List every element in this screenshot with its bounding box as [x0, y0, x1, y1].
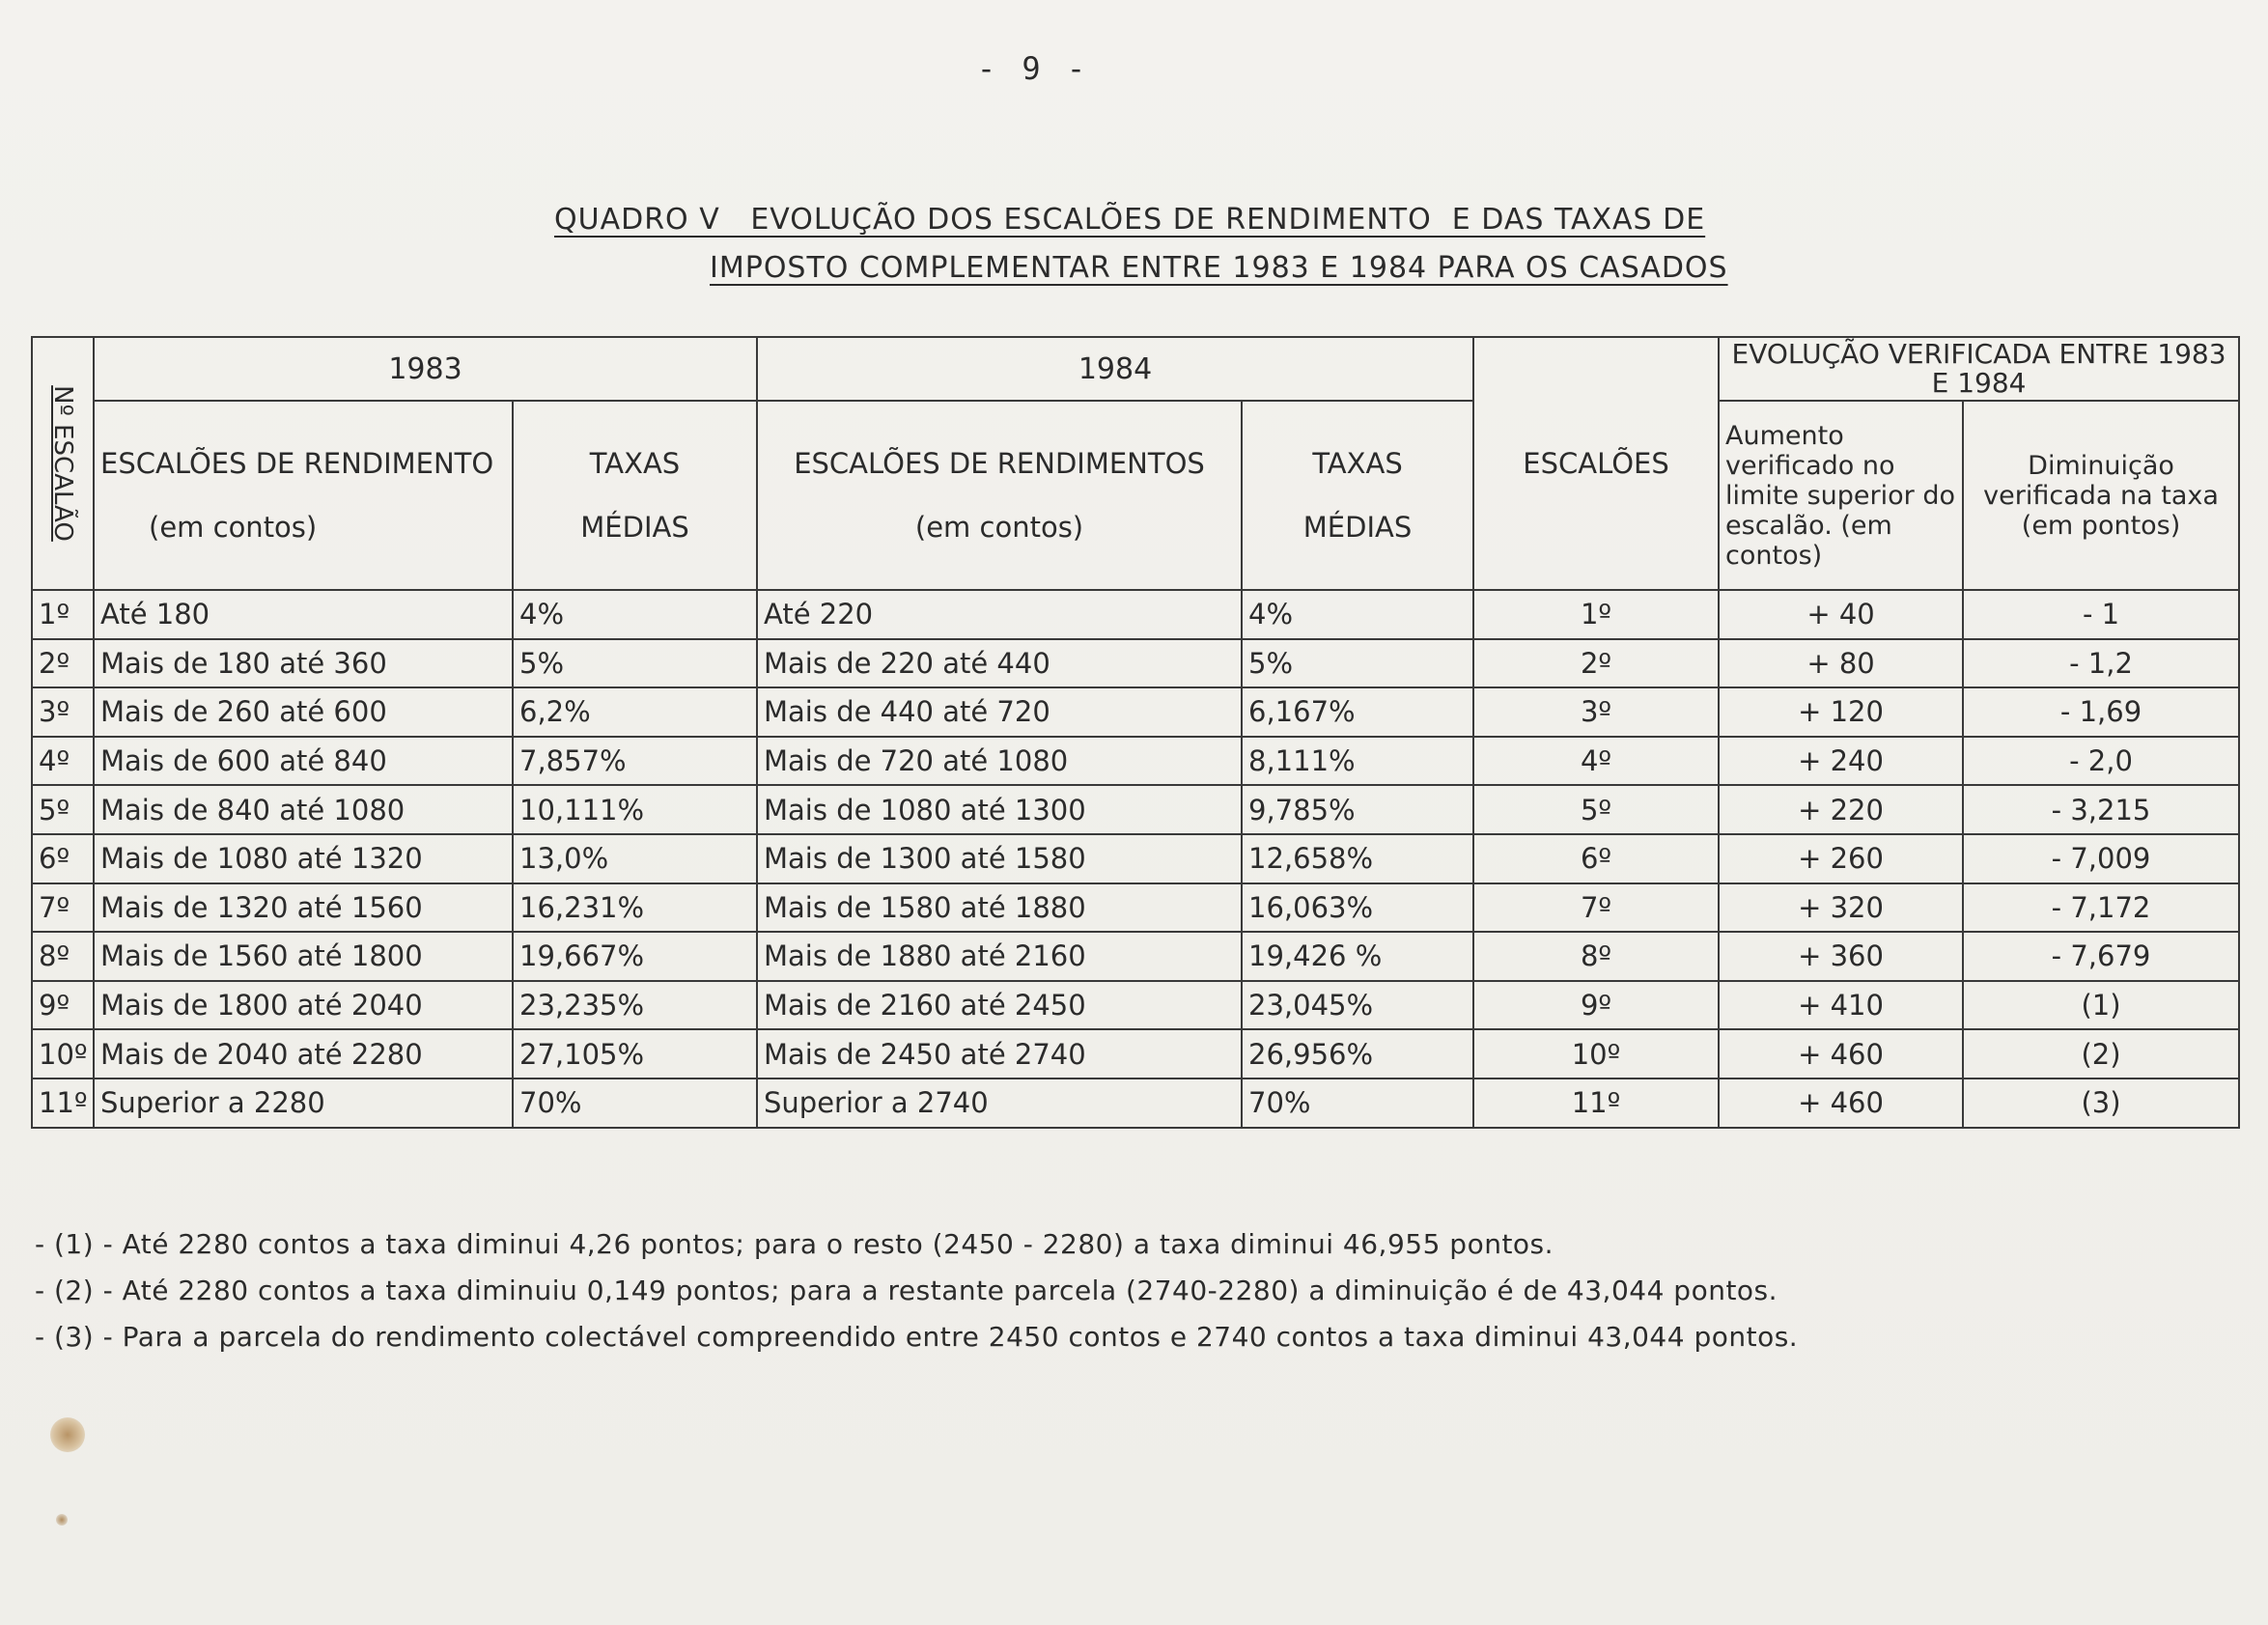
increase-column-header: Aumento verificado no limite superior do escalão. (em contos): [1719, 401, 1963, 590]
cell-rank: 3º: [32, 687, 94, 737]
cell-brackets-1984: Mais de 1080 até 1300: [757, 785, 1242, 834]
year-1983-header: 1983: [94, 337, 757, 401]
cell-increase: + 410: [1719, 981, 1963, 1030]
cell-rate-1983: 4%: [513, 590, 757, 639]
table-title-text-1: QUADRO V EVOLUÇÃO DOS ESCALÕES DE RENDIMENTO E DAS TAXAS DE: [554, 203, 1706, 237]
cell-decrease: - 2,0: [1963, 737, 2239, 786]
cell-escalao: 2º: [1473, 639, 1719, 688]
footnote-3: - (3) - Para a parcela do rendimento colectável compreendido entre 2450 contos e 2740 contos a taxa diminui 43,044 pontos.: [35, 1321, 1799, 1353]
cell-brackets-1984: Mais de 440 até 720: [757, 687, 1242, 737]
cell-brackets-1983: Mais de 840 até 1080: [94, 785, 513, 834]
page-number: - 9 -: [976, 50, 1090, 87]
cell-rank: 6º: [32, 834, 94, 883]
cell-brackets-1984: Mais de 2160 até 2450: [757, 981, 1242, 1030]
cell-rate-1983: 13,0%: [513, 834, 757, 883]
cell-rank: 11º: [32, 1079, 94, 1128]
brackets-1983-header-title: ESCALÕES DE RENDIMENTO: [100, 447, 494, 480]
cell-rate-1984: 9,785%: [1242, 785, 1473, 834]
cell-rate-1983: 19,667%: [513, 932, 757, 981]
escaloes-column-header: ESCALÕES: [1473, 337, 1719, 590]
cell-brackets-1983: Mais de 2040 até 2280: [94, 1029, 513, 1079]
rates-1983-header: [513, 401, 757, 590]
table-row: [32, 590, 2239, 639]
cell-rate-1984: 26,956%: [1242, 1029, 1473, 1079]
cell-decrease: - 7,679: [1963, 932, 2239, 981]
cell-rank: 4º: [32, 737, 94, 786]
cell-rank: 9º: [32, 981, 94, 1030]
table-row: [32, 1029, 2239, 1079]
cell-increase: + 360: [1719, 932, 1963, 981]
table-row: [32, 639, 2239, 688]
table-row: [32, 687, 2239, 737]
cell-increase: + 460: [1719, 1029, 1963, 1079]
cell-rate-1983: 5%: [513, 639, 757, 688]
cell-brackets-1983: Mais de 260 até 600: [94, 687, 513, 737]
table-row: [32, 932, 2239, 981]
cell-escalao: 1º: [1473, 590, 1719, 639]
cell-rate-1983: 6,2%: [513, 687, 757, 737]
cell-rate-1983: 23,235%: [513, 981, 757, 1030]
table-title-line-1: [554, 203, 1706, 237]
cell-rate-1984: 8,111%: [1242, 737, 1473, 786]
cell-rate-1984: 6,167%: [1242, 687, 1473, 737]
table-row: [32, 834, 2239, 883]
footnote-1: - (1) - Até 2280 contos a taxa diminui 4,26 pontos; para o resto (2450 - 2280) a taxa diminui 46,955 pontos.: [35, 1228, 1554, 1260]
cell-increase: + 240: [1719, 737, 1963, 786]
cell-brackets-1983: Mais de 1080 até 1320: [94, 834, 513, 883]
cell-brackets-1984: Superior a 2740: [757, 1079, 1242, 1128]
brackets-1984-header-title: ESCALÕES DE RENDIMENTOS: [794, 447, 1205, 480]
cell-escalao: 7º: [1473, 883, 1719, 933]
rank-column-header-text: Nº ESCALÃO: [48, 385, 77, 542]
cell-decrease: - 1: [1963, 590, 2239, 639]
cell-brackets-1983: Mais de 1800 até 2040: [94, 981, 513, 1030]
rates-1984-header-a: TAXAS: [1312, 447, 1403, 480]
cell-brackets-1983: Mais de 1320 até 1560: [94, 883, 513, 933]
cell-brackets-1984: Mais de 1880 até 2160: [757, 932, 1242, 981]
table-title-line-2: [710, 251, 1791, 285]
rates-1984-header: [1242, 401, 1473, 590]
cell-rank: 10º: [32, 1029, 94, 1079]
table-body: [32, 590, 2239, 1128]
table-row: [32, 737, 2239, 786]
cell-rate-1983: 70%: [513, 1079, 757, 1128]
cell-rate-1983: 10,111%: [513, 785, 757, 834]
table-header-row-columns: [32, 401, 2239, 590]
cell-rate-1984: 70%: [1242, 1079, 1473, 1128]
footnotes: [35, 1221, 2217, 1360]
paper-stain: [50, 1417, 85, 1452]
table-title-text-2: IMPOSTO COMPLEMENTAR ENTRE 1983 E 1984 PARA OS CASADOS: [710, 251, 1728, 285]
cell-escalao: 5º: [1473, 785, 1719, 834]
rank-column-header: [32, 337, 94, 590]
table-header-row-years: [32, 337, 2239, 401]
cell-brackets-1984: Mais de 1580 até 1880: [757, 883, 1242, 933]
brackets-1984-header: [757, 401, 1242, 590]
cell-increase: + 260: [1719, 834, 1963, 883]
table-row: [32, 883, 2239, 933]
cell-rate-1983: 16,231%: [513, 883, 757, 933]
rates-1983-header-a: TAXAS: [589, 447, 681, 480]
cell-increase: + 460: [1719, 1079, 1963, 1128]
cell-rate-1984: 23,045%: [1242, 981, 1473, 1030]
cell-rate-1984: 5%: [1242, 639, 1473, 688]
cell-decrease: (2): [1963, 1029, 2239, 1079]
table-row: [32, 1079, 2239, 1128]
cell-rate-1984: 19,426 %: [1242, 932, 1473, 981]
cell-brackets-1983: Mais de 1560 até 1800: [94, 932, 513, 981]
cell-decrease: - 7,172: [1963, 883, 2239, 933]
cell-escalao: 6º: [1473, 834, 1719, 883]
cell-brackets-1983: Superior a 2280: [94, 1079, 513, 1128]
rates-1983-header-b: MÉDIAS: [580, 511, 689, 544]
table-row: [32, 785, 2239, 834]
cell-rate-1983: 27,105%: [513, 1029, 757, 1079]
brackets-1983-header: [94, 401, 513, 590]
cell-rate-1984: 12,658%: [1242, 834, 1473, 883]
decrease-column-header: Diminuição verificada na taxa (em pontos): [1963, 401, 2239, 590]
evolution-header: EVOLUÇÃO VERIFICADA ENTRE 1983 E 1984: [1719, 337, 2239, 401]
cell-increase: + 220: [1719, 785, 1963, 834]
cell-decrease: (1): [1963, 981, 2239, 1030]
cell-rate-1984: 4%: [1242, 590, 1473, 639]
cell-escalao: 9º: [1473, 981, 1719, 1030]
cell-decrease: - 1,69: [1963, 687, 2239, 737]
brackets-1984-header-unit: (em contos): [914, 511, 1084, 544]
cell-brackets-1983: Até 180: [94, 590, 513, 639]
cell-rank: 7º: [32, 883, 94, 933]
table-row: [32, 981, 2239, 1030]
cell-escalao: 8º: [1473, 932, 1719, 981]
cell-escalao: 10º: [1473, 1029, 1719, 1079]
tax-brackets-table: [31, 336, 2240, 1129]
cell-brackets-1983: Mais de 180 até 360: [94, 639, 513, 688]
paper-stain-small: [56, 1514, 68, 1526]
cell-rate-1983: 7,857%: [513, 737, 757, 786]
cell-increase: + 320: [1719, 883, 1963, 933]
cell-rank: 8º: [32, 932, 94, 981]
cell-rank: 2º: [32, 639, 94, 688]
cell-rank: 1º: [32, 590, 94, 639]
cell-brackets-1984: Mais de 1300 até 1580: [757, 834, 1242, 883]
cell-decrease: - 7,009: [1963, 834, 2239, 883]
cell-brackets-1984: Mais de 720 até 1080: [757, 737, 1242, 786]
cell-decrease: (3): [1963, 1079, 2239, 1128]
cell-escalao: 11º: [1473, 1079, 1719, 1128]
cell-brackets-1984: Mais de 2450 até 2740: [757, 1029, 1242, 1079]
cell-increase: + 40: [1719, 590, 1963, 639]
cell-increase: + 80: [1719, 639, 1963, 688]
cell-increase: + 120: [1719, 687, 1963, 737]
cell-rate-1984: 16,063%: [1242, 883, 1473, 933]
cell-rank: 5º: [32, 785, 94, 834]
cell-brackets-1984: Mais de 220 até 440: [757, 639, 1242, 688]
cell-decrease: - 1,2: [1963, 639, 2239, 688]
cell-escalao: 4º: [1473, 737, 1719, 786]
cell-brackets-1983: Mais de 600 até 840: [94, 737, 513, 786]
cell-brackets-1984: Até 220: [757, 590, 1242, 639]
year-1984-header: 1984: [757, 337, 1473, 401]
cell-decrease: - 3,215: [1963, 785, 2239, 834]
footnote-2: - (2) - Até 2280 contos a taxa diminuiu 0,149 pontos; para a restante parcela (2740-2280) a diminuição é de 43,044 pontos.: [35, 1275, 1778, 1306]
brackets-1983-header-unit: (em contos): [149, 511, 318, 544]
cell-escalao: 3º: [1473, 687, 1719, 737]
rates-1984-header-b: MÉDIAS: [1302, 511, 1413, 544]
